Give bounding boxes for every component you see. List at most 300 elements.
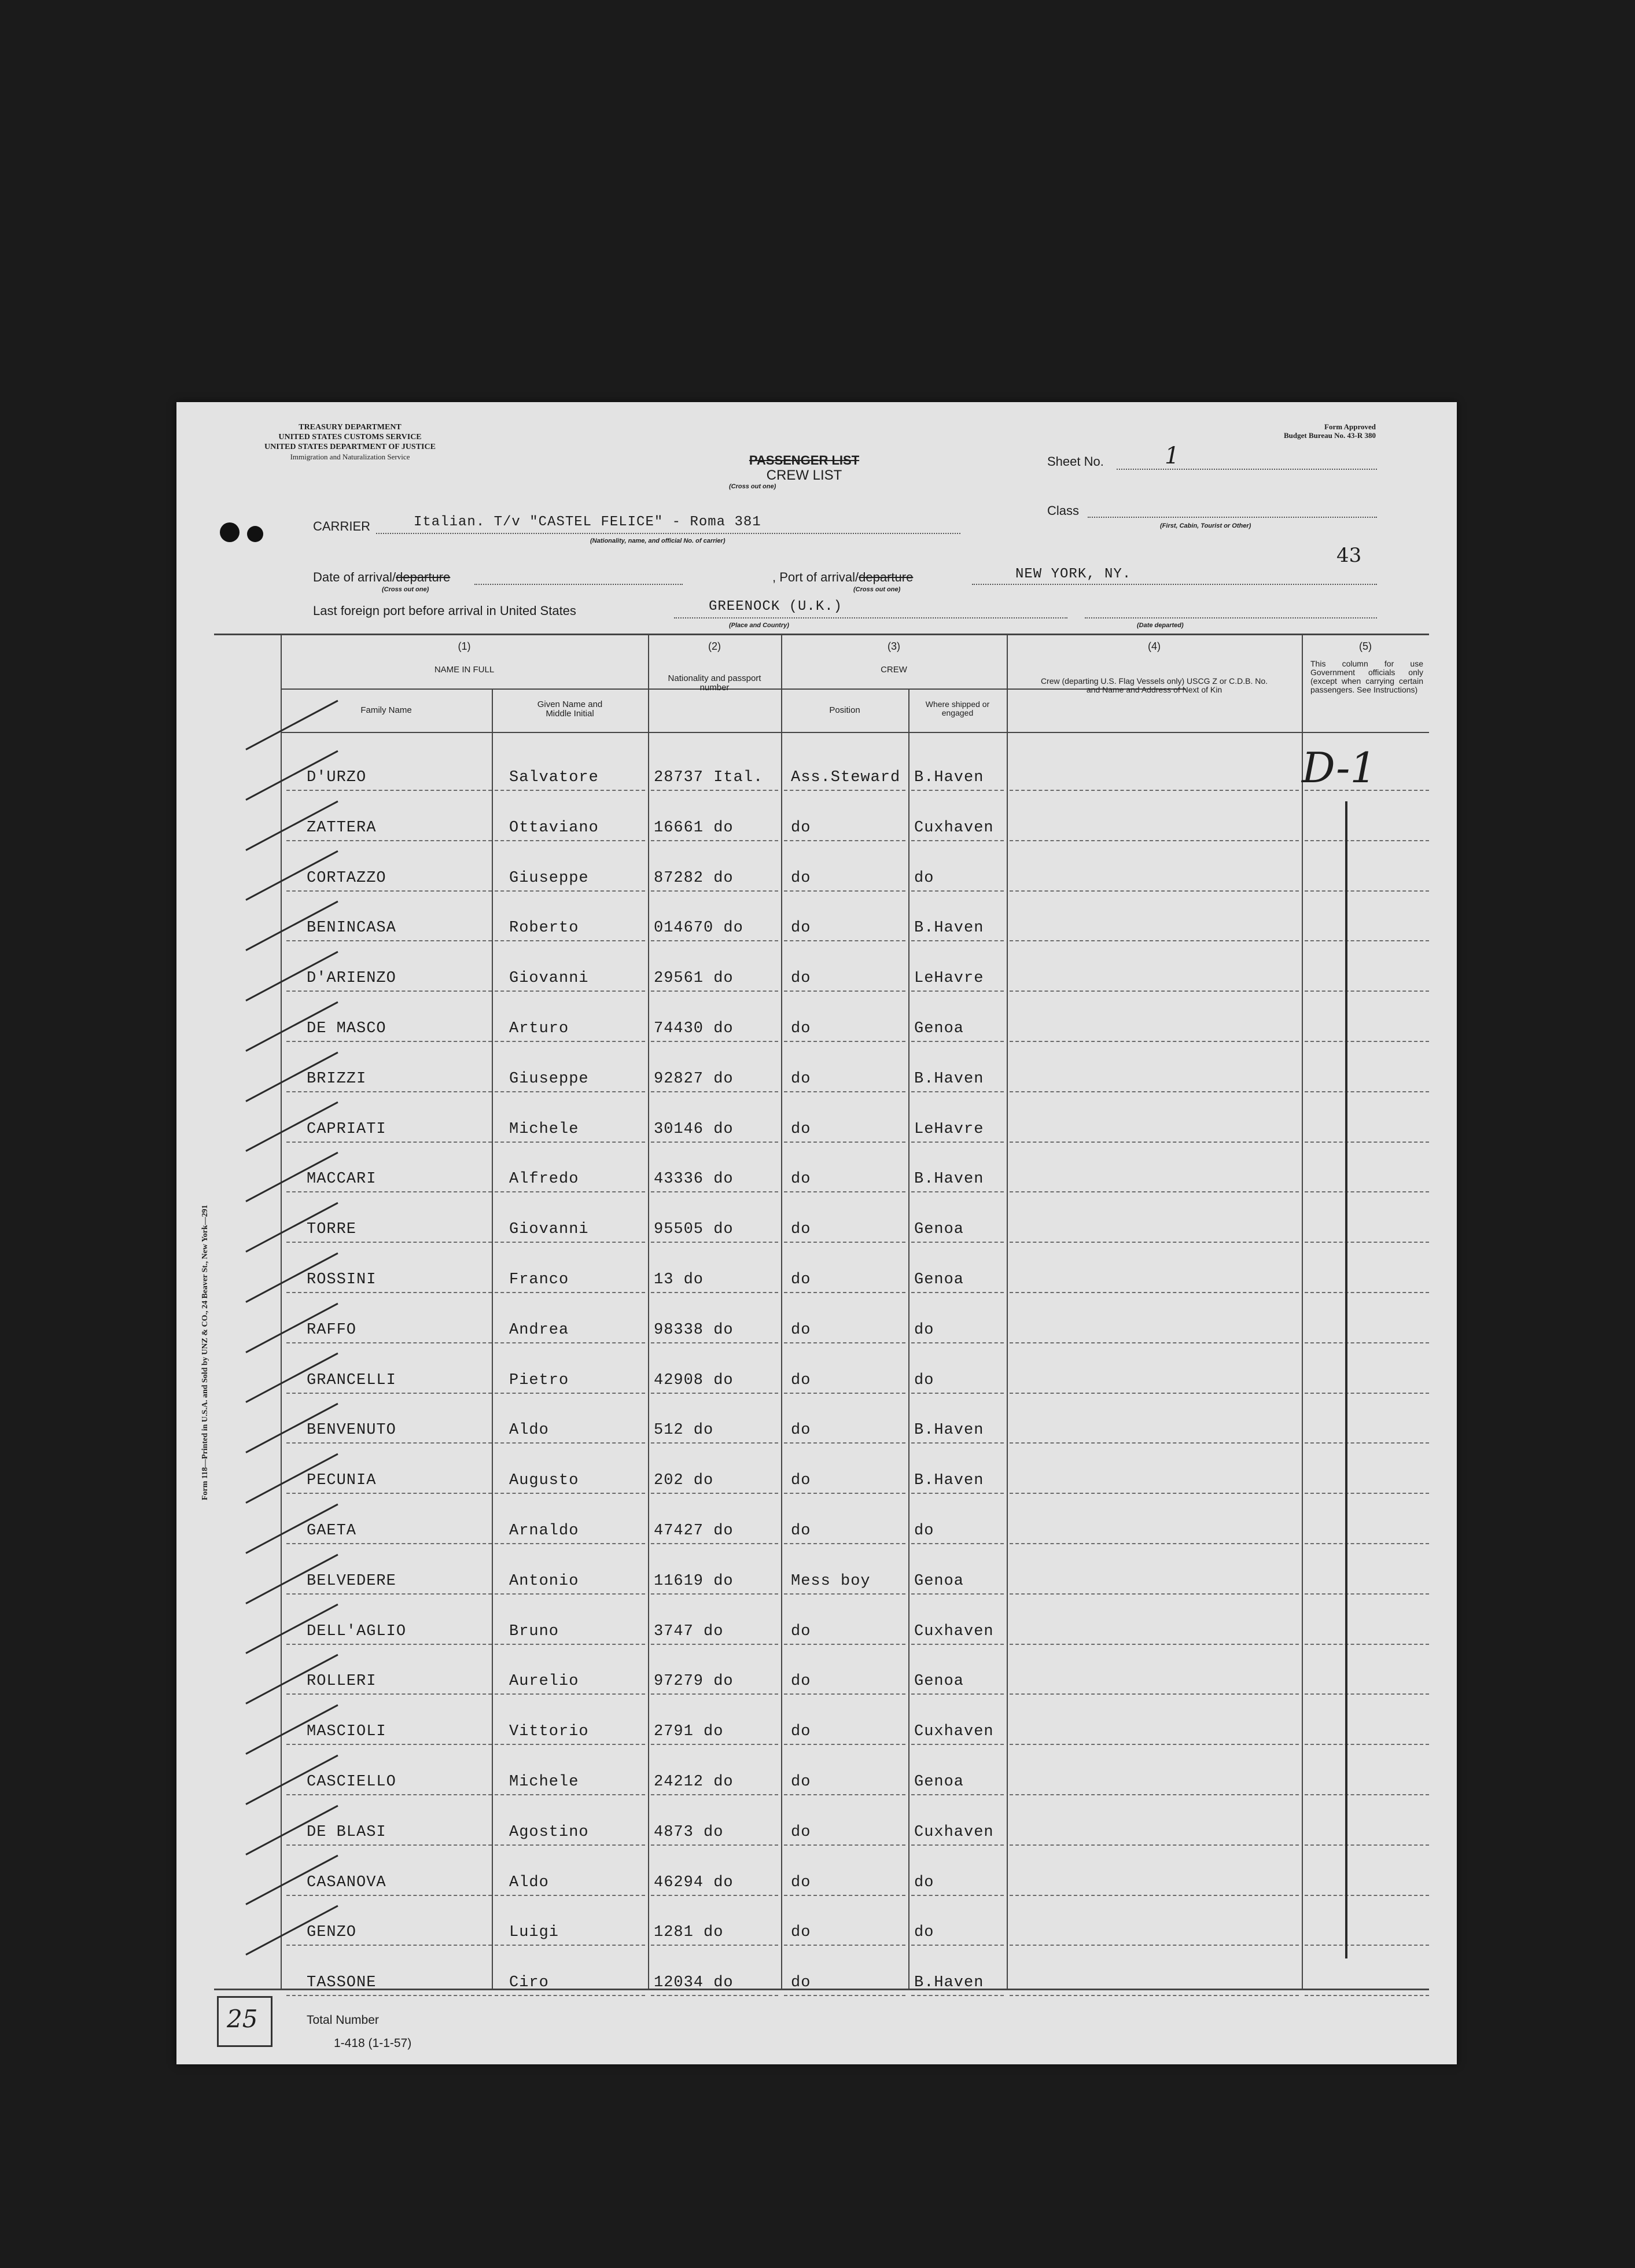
margin-mark: D-1 (1302, 743, 1377, 792)
crew-row (176, 1596, 1457, 1646)
cell-given: Michele (509, 1120, 579, 1138)
row-dotted-line (651, 840, 778, 841)
cell-shipped: do (914, 869, 934, 887)
col4-number: (4) (1148, 640, 1161, 652)
date-of-arrival-label (313, 570, 450, 585)
port-cross-hint: (Cross out one) (853, 586, 901, 593)
carrier-hint: (Nationality, name, and official No. of carrier) (590, 537, 726, 544)
row-dotted-line (1010, 1191, 1299, 1192)
cell-given: Giovanni (509, 1221, 589, 1239)
row-dotted-line (911, 1895, 1004, 1896)
cell-family: CASANOVA (307, 1873, 386, 1891)
row-dotted-line (651, 1693, 778, 1695)
row-dotted-line (911, 1041, 1004, 1042)
cell-passport: 1281 do (654, 1924, 724, 1942)
cell-family: CORTAZZO (307, 869, 386, 887)
cell-position: do (791, 819, 811, 837)
row-dotted-line (286, 1142, 492, 1143)
cell-shipped: B.Haven (914, 919, 984, 937)
crew-row (176, 792, 1457, 842)
cell-shipped: Genoa (914, 1773, 964, 1791)
row-dotted-line (1305, 840, 1429, 841)
crew-row (176, 1194, 1457, 1244)
row-dotted-line (1305, 1191, 1429, 1192)
row-dotted-line (1305, 991, 1429, 992)
passenger-list-struck: PASSENGER LIST (749, 453, 860, 467)
cell-passport: 95505 do (654, 1221, 734, 1239)
row-dotted-line (911, 1493, 1004, 1494)
row-dotted-line (495, 991, 645, 992)
cell-family: CAPRIATI (307, 1120, 386, 1138)
row-dotted-line (495, 1493, 645, 1494)
cell-passport: 92827 do (654, 1070, 734, 1088)
row-dotted-line (911, 1693, 1004, 1695)
row-dotted-line (286, 1895, 492, 1896)
row-dotted-line (1010, 1794, 1299, 1795)
row-dotted-line (286, 840, 492, 841)
row-dotted-line (651, 1744, 778, 1745)
cell-given: Aurelio (509, 1673, 579, 1691)
row-dotted-line (651, 1191, 778, 1192)
row-dotted-line (784, 1393, 905, 1394)
crew-row (176, 1947, 1457, 1997)
sheet-no-label: Sheet No. (1047, 454, 1104, 469)
cell-given: Michele (509, 1773, 579, 1791)
row-dotted-line (495, 1895, 645, 1896)
cell-given: Ottaviano (509, 819, 599, 837)
crew-row (176, 1094, 1457, 1144)
row-dotted-line (651, 1041, 778, 1042)
position-header: Position (829, 705, 860, 715)
row-dotted-line (495, 1644, 645, 1645)
last-port-line (674, 617, 1067, 618)
row-dotted-line (1305, 1744, 1429, 1745)
where-shipped-header: Where shipped or engaged (925, 699, 990, 717)
row-dotted-line (911, 1342, 1004, 1343)
cell-passport: 014670 do (654, 919, 743, 937)
row-dotted-line (286, 890, 492, 892)
cell-position: do (791, 1622, 811, 1640)
row-dotted-line (651, 1142, 778, 1143)
row-dotted-line (1305, 1292, 1429, 1293)
cell-family: DELL'AGLIO (307, 1622, 407, 1640)
crew-row (176, 1645, 1457, 1696)
row-dotted-line (1010, 840, 1299, 841)
row-dotted-line (1010, 1493, 1299, 1494)
row-dotted-line (495, 1794, 645, 1795)
crew-row (176, 1394, 1457, 1445)
cell-position: do (791, 1371, 811, 1389)
cell-family: BENVENUTO (307, 1422, 396, 1439)
row-dotted-line (784, 1794, 905, 1795)
row-dotted-line (1010, 1895, 1299, 1896)
row-dotted-line (651, 1794, 778, 1795)
cell-position: do (791, 1673, 811, 1691)
cell-given: Agostino (509, 1823, 589, 1841)
row-dotted-line (784, 1543, 905, 1544)
row-dotted-line (651, 1945, 778, 1946)
cell-shipped: Genoa (914, 1673, 964, 1691)
cell-passport: 98338 do (654, 1321, 734, 1339)
row-dotted-line (495, 940, 645, 941)
cell-family: BRIZZI (307, 1070, 367, 1088)
row-dotted-line (784, 790, 905, 791)
cell-passport: 11619 do (654, 1572, 734, 1590)
row-dotted-line (495, 1292, 645, 1293)
row-dotted-line (911, 1593, 1004, 1595)
row-dotted-line (784, 840, 905, 841)
row-dotted-line (1010, 890, 1299, 892)
cell-family: MASCIOLI (307, 1723, 386, 1741)
row-dotted-line (1305, 1895, 1429, 1896)
row-dotted-line (1305, 1041, 1429, 1042)
row-dotted-line (286, 1393, 492, 1394)
row-dotted-line (495, 1342, 645, 1343)
row-dotted-line (784, 1895, 905, 1896)
row-dotted-line (1305, 1142, 1429, 1143)
row-dotted-line (286, 991, 492, 992)
row-dotted-line (1305, 1844, 1429, 1846)
cell-shipped: Genoa (914, 1271, 964, 1288)
cell-shipped: B.Haven (914, 1422, 984, 1439)
row-dotted-line (286, 940, 492, 941)
cell-given: Roberto (509, 919, 579, 937)
row-dotted-line (1305, 1995, 1429, 1996)
row-dotted-line (651, 1493, 778, 1494)
row-dotted-line (911, 1442, 1004, 1444)
department-header (217, 422, 483, 462)
cell-shipped: Cuxhaven (914, 1622, 994, 1640)
crew-row (176, 1244, 1457, 1294)
place-country-hint: (Place and Country) (729, 622, 789, 629)
cell-given: Alfredo (509, 1170, 579, 1188)
row-dotted-line (286, 1995, 492, 1996)
cell-given: Salvatore (509, 769, 599, 786)
cell-shipped: do (914, 1371, 934, 1389)
row-dotted-line (1010, 940, 1299, 941)
cell-given: Giuseppe (509, 1070, 589, 1088)
row-dotted-line (784, 1242, 905, 1243)
row-dotted-line (911, 840, 1004, 841)
crew-list-label: CREW LIST (766, 467, 842, 483)
crew-row (176, 1043, 1457, 1094)
sheet-no-value: 1 (1165, 443, 1180, 469)
row-dotted-line (495, 890, 645, 892)
ink-blot (247, 526, 263, 542)
row-dotted-line (1010, 1342, 1299, 1343)
row-dotted-line (911, 790, 1004, 791)
class-line (1088, 517, 1377, 518)
crew-row (176, 742, 1457, 792)
row-dotted-line (651, 890, 778, 892)
cross-out-hint: (Cross out one) (729, 483, 776, 490)
row-dotted-line (651, 1593, 778, 1595)
cell-position: do (791, 1120, 811, 1138)
row-dotted-line (1010, 1844, 1299, 1846)
cell-passport: 42908 do (654, 1371, 734, 1389)
row-dotted-line (1010, 1693, 1299, 1695)
row-dotted-line (911, 1242, 1004, 1243)
row-dotted-line (495, 1593, 645, 1595)
sheet-no-line (1117, 469, 1377, 470)
cell-family: D'ARIENZO (307, 970, 396, 988)
last-foreign-port-value: GREENOCK (U.K.) (709, 599, 843, 614)
row-dotted-line (495, 1844, 645, 1846)
cell-given: Giuseppe (509, 869, 589, 887)
cell-position: do (791, 1271, 811, 1288)
row-dotted-line (286, 1442, 492, 1444)
row-dotted-line (784, 1644, 905, 1645)
row-dotted-line (784, 1292, 905, 1293)
cell-family: TORRE (307, 1221, 357, 1239)
row-dotted-line (784, 1493, 905, 1494)
row-dotted-line (651, 1091, 778, 1092)
carrier-line (376, 533, 960, 534)
total-count-value: 25 (227, 2005, 258, 2033)
row-dotted-line (651, 991, 778, 992)
date-line (474, 584, 683, 585)
row-dotted-line (1305, 1393, 1429, 1394)
dept-line-3: UNITED STATES DEPARTMENT OF JUSTICE (264, 443, 436, 451)
col2-title: Nationality and passport number (668, 673, 761, 693)
col4-title: Crew (departing U.S. Flag Vessels only) USCG Z or C.D.B. No. and Name and Address of Next of Kin (1040, 676, 1268, 694)
cell-position: do (791, 1522, 811, 1540)
row-dotted-line (651, 1895, 778, 1896)
form-approval-block (1284, 422, 1376, 440)
row-dotted-line (911, 1142, 1004, 1143)
crew-row (176, 1746, 1457, 1796)
row-dotted-line (286, 1945, 492, 1946)
cell-given: Pietro (509, 1371, 569, 1389)
cell-given: Ciro (509, 1974, 549, 1992)
row-dotted-line (1010, 1041, 1299, 1042)
row-dotted-line (1305, 1493, 1429, 1494)
row-dotted-line (651, 1292, 778, 1293)
cell-shipped: B.Haven (914, 1070, 984, 1088)
row-dotted-line (651, 790, 778, 791)
cell-given: Augusto (509, 1472, 579, 1490)
cell-position: do (791, 1070, 811, 1088)
cell-passport: 202 do (654, 1472, 714, 1490)
date-of-arrival-text: Date of arrival/ (313, 570, 396, 584)
col5-title: This column for use Government officials only (except when carrying certain passengers. See Instructions) (1310, 659, 1423, 694)
row-dotted-line (784, 1342, 905, 1343)
cell-shipped: Cuxhaven (914, 819, 994, 837)
row-dotted-line (286, 1191, 492, 1192)
row-dotted-line (1305, 1442, 1429, 1444)
row-dotted-line (1305, 940, 1429, 941)
cell-shipped: B.Haven (914, 1472, 984, 1490)
row-dotted-line (911, 890, 1004, 892)
carrier-value: Italian. T/v "CASTEL FELICE" - Roma 381 (414, 514, 761, 530)
cell-shipped: Genoa (914, 1221, 964, 1239)
cell-passport: 46294 do (654, 1873, 734, 1891)
row-dotted-line (1305, 1945, 1429, 1946)
row-dotted-line (1010, 1242, 1299, 1243)
cell-shipped: do (914, 1522, 934, 1540)
row-dotted-line (1305, 1543, 1429, 1544)
port-of-arrival-text: , Port of arrival/ (772, 570, 859, 584)
cell-passport: 74430 do (654, 1020, 734, 1037)
cell-family: PECUNIA (307, 1472, 377, 1490)
row-dotted-line (286, 1242, 492, 1243)
cell-shipped: Genoa (914, 1020, 964, 1037)
row-dotted-line (651, 1442, 778, 1444)
row-dotted-line (286, 1543, 492, 1544)
cell-shipped: do (914, 1321, 934, 1339)
cell-position: do (791, 1873, 811, 1891)
crew-row (176, 1143, 1457, 1194)
dept-line-2: UNITED STATES CUSTOMS SERVICE (278, 433, 422, 441)
cell-family: DE MASCO (307, 1020, 386, 1037)
row-dotted-line (495, 1191, 645, 1192)
row-dotted-line (1010, 1945, 1299, 1946)
row-dotted-line (651, 940, 778, 941)
cell-shipped: Genoa (914, 1572, 964, 1590)
dept-line-4: Immigration and Naturalization Service (290, 452, 410, 461)
row-dotted-line (784, 1693, 905, 1695)
cell-position: do (791, 1020, 811, 1037)
row-dotted-line (495, 840, 645, 841)
cell-given: Arnaldo (509, 1522, 579, 1540)
row-dotted-line (651, 1342, 778, 1343)
row-dotted-line (784, 1844, 905, 1846)
row-dotted-line (784, 1191, 905, 1192)
cell-position: Mess boy (791, 1572, 871, 1590)
cell-family: BENINCASA (307, 919, 396, 937)
crew-row (176, 1696, 1457, 1746)
row-dotted-line (495, 1142, 645, 1143)
row-dotted-line (1010, 1142, 1299, 1143)
budget-bureau-number: Budget Bureau No. 43-R 380 (1283, 431, 1376, 440)
cell-position: do (791, 1974, 811, 1992)
cell-position: do (791, 1422, 811, 1439)
row-dotted-line (651, 1844, 778, 1846)
row-dotted-line (495, 790, 645, 791)
cell-passport: 16661 do (654, 819, 734, 837)
cell-passport: 43336 do (654, 1170, 734, 1188)
cell-family: ZATTERA (307, 819, 377, 837)
row-dotted-line (495, 1393, 645, 1394)
row-dotted-line (911, 1292, 1004, 1293)
cell-passport: 47427 do (654, 1522, 734, 1540)
row-dotted-line (495, 1995, 645, 1996)
class-label: Class (1047, 503, 1080, 518)
cell-position: do (791, 1723, 811, 1741)
cell-passport: 12034 do (654, 1974, 734, 1992)
cell-position: do (791, 1321, 811, 1339)
cell-position: do (791, 1221, 811, 1239)
row-dotted-line (784, 991, 905, 992)
cell-passport: 4873 do (654, 1823, 724, 1841)
cell-family: TASSONE (307, 1974, 377, 1992)
port-of-arrival-value: NEW YORK, NY. (1015, 566, 1132, 582)
cell-position: do (791, 1170, 811, 1188)
cell-family: ROSSINI (307, 1271, 377, 1288)
row-dotted-line (1305, 1644, 1429, 1645)
cell-passport: 87282 do (654, 869, 734, 887)
row-dotted-line (1010, 1593, 1299, 1595)
class-hint: (First, Cabin, Tourist or Other) (1160, 522, 1251, 529)
row-dotted-line (1305, 1342, 1429, 1343)
row-dotted-line (784, 1593, 905, 1595)
list-type-title (729, 453, 879, 490)
cell-shipped: LeHavre (914, 970, 984, 988)
row-dotted-line (286, 1744, 492, 1745)
cell-given: Antonio (509, 1572, 579, 1590)
row-dotted-line (911, 1543, 1004, 1544)
row-dotted-line (1010, 790, 1299, 791)
cell-shipped: Cuxhaven (914, 1723, 994, 1741)
crew-row (176, 1495, 1457, 1545)
row-dotted-line (495, 1442, 645, 1444)
column5-handwritten-line (1345, 801, 1347, 1958)
cell-given: Aldo (509, 1873, 549, 1891)
row-dotted-line (651, 1995, 778, 1996)
cell-position: do (791, 970, 811, 988)
row-dotted-line (911, 1091, 1004, 1092)
row-dotted-line (1010, 1091, 1299, 1092)
cell-passport: 13 do (654, 1271, 704, 1288)
cell-given: Vittorio (509, 1723, 589, 1741)
cell-position: do (791, 869, 811, 887)
row-dotted-line (1010, 1442, 1299, 1444)
date-cross-hint: (Cross out one) (382, 586, 429, 593)
dept-line-1: TREASURY DEPARTMENT (299, 423, 402, 432)
row-dotted-line (651, 1393, 778, 1394)
cell-position: do (791, 1472, 811, 1490)
row-dotted-line (1010, 1543, 1299, 1544)
port-departure-struck: departure (859, 570, 914, 584)
crew-row (176, 1345, 1457, 1395)
cell-family: D'URZO (307, 769, 367, 786)
row-dotted-line (784, 1945, 905, 1946)
row-dotted-line (651, 1543, 778, 1544)
row-dotted-line (286, 1493, 492, 1494)
cell-position: do (791, 1823, 811, 1841)
col5-number: (5) (1359, 640, 1372, 652)
cell-position: do (791, 1924, 811, 1942)
row-dotted-line (286, 1342, 492, 1343)
cell-passport: 512 do (654, 1422, 714, 1439)
cell-family: ROLLERI (307, 1673, 377, 1691)
row-dotted-line (286, 1794, 492, 1795)
port-line (972, 584, 1377, 585)
col2-number: (2) (708, 640, 721, 652)
manifest-sheet (176, 402, 1457, 2064)
total-number-label: Total Number (307, 2013, 379, 2027)
row-dotted-line (286, 1091, 492, 1092)
cell-family: RAFFO (307, 1321, 357, 1339)
crew-row (176, 1545, 1457, 1596)
row-dotted-line (1010, 1292, 1299, 1293)
row-dotted-line (286, 790, 492, 791)
form-code: 1-418 (1-1-57) (334, 2037, 412, 2050)
row-dotted-line (784, 1142, 905, 1143)
cell-shipped: LeHavre (914, 1120, 984, 1138)
last-foreign-port-label: Last foreign port before arrival in United States (313, 603, 576, 618)
row-dotted-line (911, 1191, 1004, 1192)
crew-row (176, 842, 1457, 893)
cell-passport: 3747 do (654, 1622, 724, 1640)
cell-position: do (791, 919, 811, 937)
row-dotted-line (286, 1292, 492, 1293)
cell-shipped: do (914, 1873, 934, 1891)
row-dotted-line (1010, 1393, 1299, 1394)
row-dotted-line (911, 1995, 1004, 1996)
col1-title: NAME IN FULL (434, 665, 495, 675)
side-printer-imprint: Form 118—Printed in U.S.A. and Sold by UNZ & CO., 24 Beaver St., New York—291 (201, 1205, 209, 1500)
